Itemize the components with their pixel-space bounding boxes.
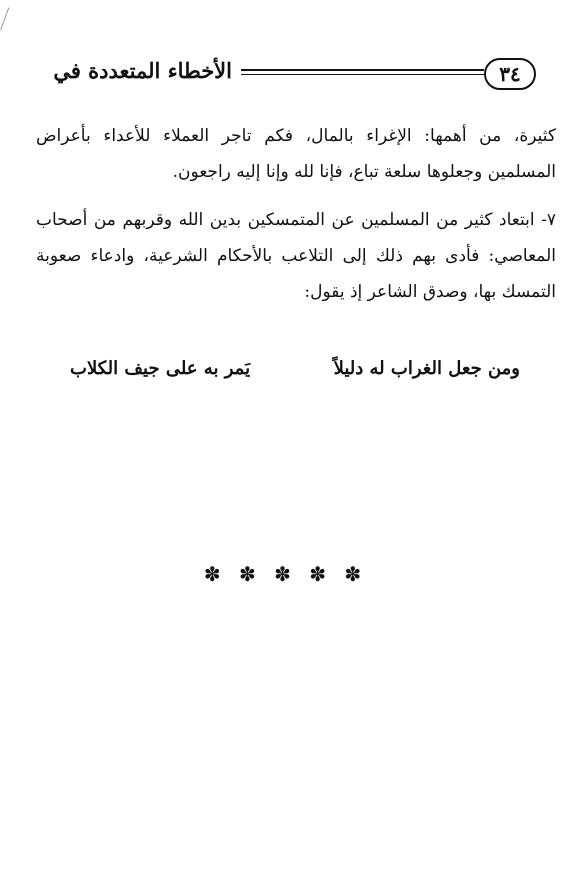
page-header xyxy=(36,56,536,96)
header-rule xyxy=(241,69,484,79)
body-text xyxy=(36,118,556,310)
verse-first-hemistich: ومن جعل الغراب له دليلاً xyxy=(333,358,520,379)
verse-second-hemistich: يَمر به على جيف الكلاب xyxy=(70,358,251,379)
paragraph: كثيرة، من أهمها: الإغراء بالمال، فكم تاجر العملاء للأعداء بأعراض المسلمين وجعلوها سلعة تباع، فإنا لله وإنا إليه راجعون. xyxy=(36,126,556,182)
margin-scribble xyxy=(0,8,15,33)
paragraph: ٧- ابتعاد كثير من المسلمين عن المتمسكين بدين الله وقربهم من أصحاب المعاصي: فأدى بهم ذلك إلى التلاعب بالأحكام الشرعية، وادعاء صعوبة التمسك بها، وصدق الشاعر إذ يقول: xyxy=(36,210,556,302)
poetry-verse xyxy=(60,350,520,390)
running-title: الأخطاء المتعددة في xyxy=(53,58,232,83)
section-divider: ✽ ✽ ✽ ✽ ✽ xyxy=(203,562,368,586)
page-number: ٣٤ xyxy=(484,58,536,90)
